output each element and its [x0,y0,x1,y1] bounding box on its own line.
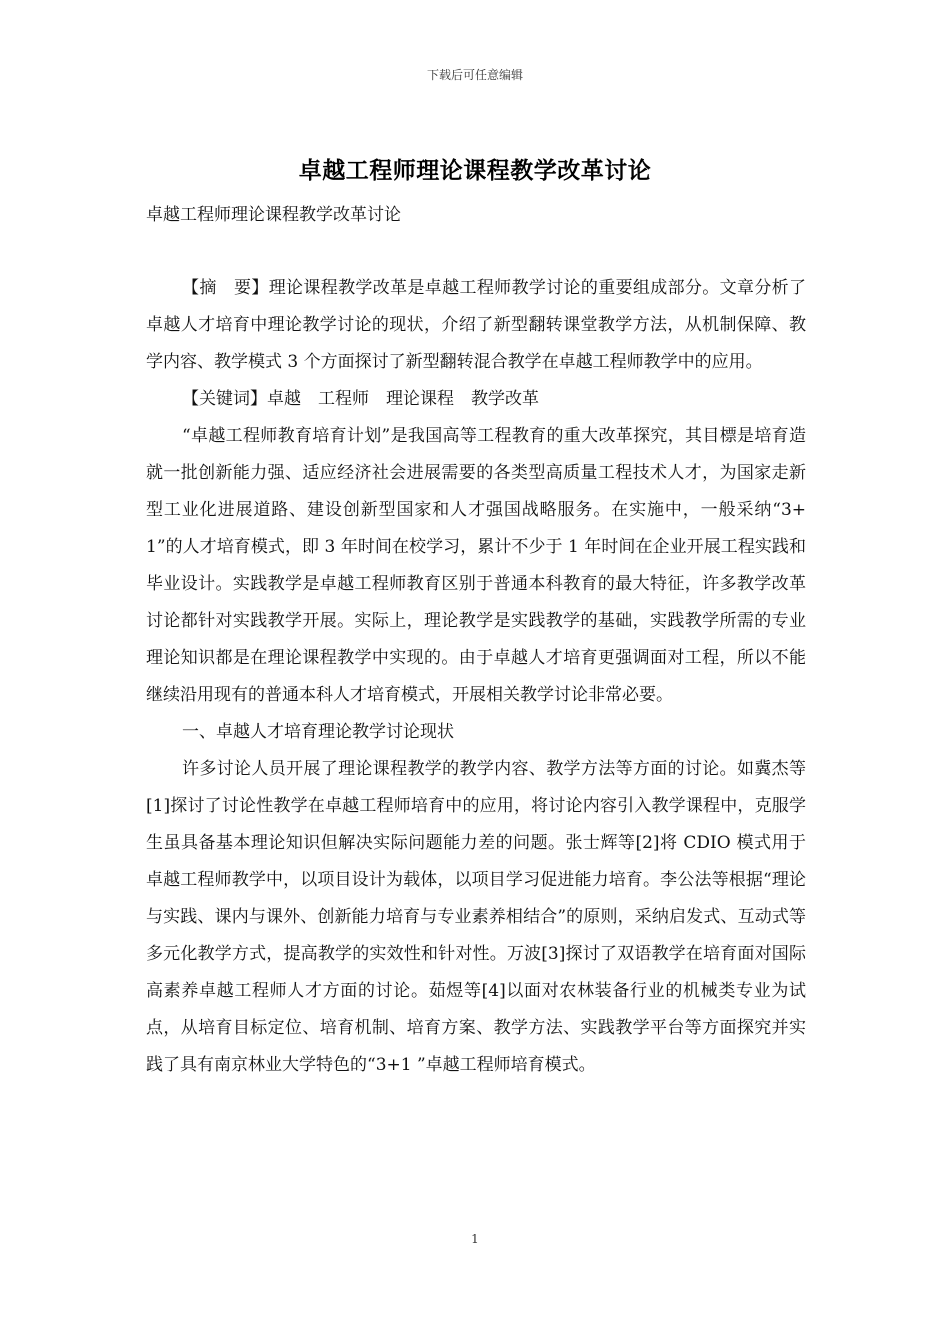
intro-paragraph: “卓越工程师教育培育计划”是我国高等工程教育的重大改革探究，其目標是培育造就一批创新能力强、适应经济社会进展需要的各类型高质量工程技术人才，为国家走新型工业化进展道路、建设创新型国家和人才强国战略服务。在实施中，一般采纳“3+1”的人才培育模式，即 3 年时间在校学习，累计不少于 1 年时间在企业开展工程实践和毕业设计。实践教学是卓越工程师教育区别于普通本科教育的最大特征，许多教学改革讨论都针对实践教学开展。实际上，理论教学是实践教学的基础，实践教学所需的专业理论知识都是在理论课程教学中实现的。由于卓越人才培育更强调面对工程，所以不能继续沿用现有的普通本科人才培育模式，开展相关教学讨论非常必要。 [146,426,806,705]
literature-paragraph: 许多讨论人员开展了理论课程教学的教学内容、教学方法等方面的讨论。如冀杰等[1]探讨了讨论性教学在卓越工程师培育中的应用，将讨论内容引入教学课程中，克服学生虽具备基本理论知识但解决实际问题能力差的问题。张士辉等[2]将 CDIO 模式用于卓越工程师教学中，以项目设计为载体，以项目学习促进能力培育。李公法等根据“理论与实践、课内与课外、创新能力培育与专业素养相结合”的原则，采纳启发式、互动式等多元化教学方式，提高教学的实效性和针对性。万波[3]探讨了双语教学在培育面对国际高素养卓越工程师人才方面的讨论。茹煜等[4]以面对农林装备行业的机械类专业为试点，从培育目标定位、培育机制、培育方案、教学方法、实践教学平台等方面探究并实践了具有南京林业大学特色的“3+1 ”卓越工程师培育模式。 [146,759,806,1075]
document-title: 卓越工程师理论课程教学改革讨论 [298,157,652,184]
document-body [146,270,806,1084]
page-number: 1 [471,1232,479,1246]
document-subtitle: 卓越工程师理论课程教学改革讨论 [146,205,401,225]
keywords-paragraph: 【关键词】卓越 工程师 理论课程 教学改革 [182,389,539,409]
header-note: 下载后可任意编辑 [426,68,523,82]
section-heading: 一、卓越人才培育理论教学讨论现状 [182,722,454,742]
abstract-paragraph: 【摘 要】理论课程教学改革是卓越工程师教学讨论的重要组成部分。文章分析了卓越人才培育中理论教学讨论的现状，介绍了新型翻转课堂教学方法，从机制保障、教学内容、教学模式 3 个方面探讨了新型翻转混合教学在卓越工程师教学中的应用。 [146,278,806,372]
